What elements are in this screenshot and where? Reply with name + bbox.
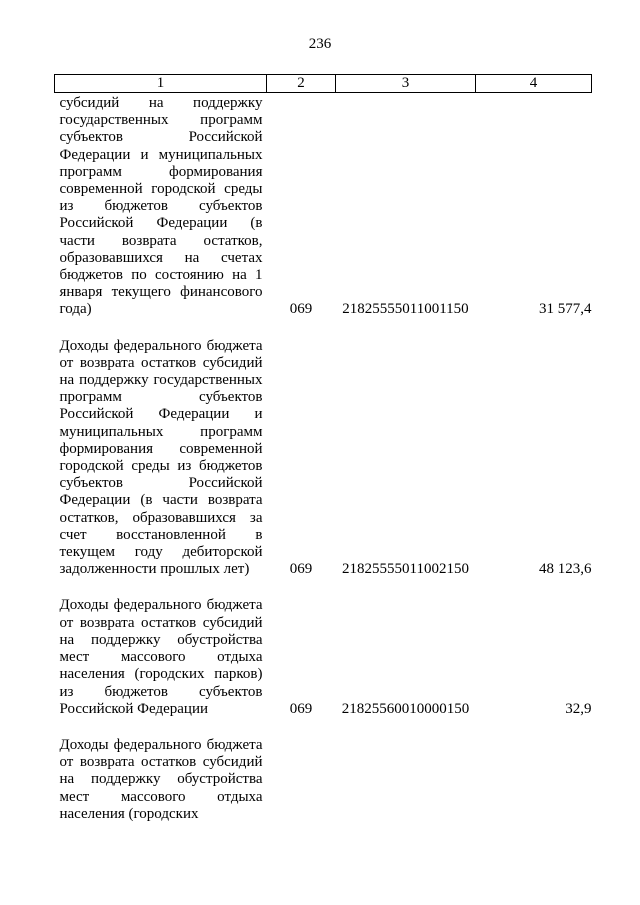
- administrator-code: [267, 718, 336, 823]
- table-header-row: [55, 75, 592, 93]
- administrator-code: 069: [289, 301, 313, 318]
- revenue-description: Доходы федерального бюджета от возврата остатков субсидий на поддержку государственных программ субъектов Российской Федерации и муниципальных программ формирования современной городской среды из бюджетов субъектов Российской Федерации (в части возврата остатков, образовавшихся за счет восстановленной в текущем году дебиторской задолженности прошлых лет): [59, 337, 263, 578]
- page-number: 236: [308, 36, 332, 52]
- administrator-code: 069: [289, 561, 313, 578]
- table-row: [55, 718, 592, 823]
- amount: 32,9: [565, 700, 592, 717]
- revenue-description: Доходы федерального бюджета от возврата остатков субсидий на поддержку обустройства мест массового отдыха населения (городских: [59, 736, 263, 822]
- budget-classification-code: 21825555011001150: [342, 301, 469, 318]
- budget-classification-code: 21825560010000150: [341, 700, 470, 717]
- amount: 48 123,6: [539, 561, 592, 578]
- budget-classification-code: [336, 718, 476, 823]
- amount: [476, 718, 592, 823]
- budget-revenue-table: [54, 74, 592, 823]
- table-row: [55, 319, 592, 579]
- administrator-code: 069: [289, 700, 313, 717]
- revenue-description: субсидий на поддержку государственных программ субъектов Российской Федерации и муниципальных программ формирования современной городской среды из бюджетов субъектов Российской Федерации (в части возврата остатков, образовавшихся на счетах бюджетов по состоянию на 1 января текущего финансового года): [59, 95, 263, 318]
- table-row: [55, 93, 592, 319]
- column-header-3: 3: [336, 75, 476, 93]
- column-header-2: 2: [267, 75, 336, 93]
- budget-classification-code: 21825555011002150: [342, 561, 469, 578]
- table-row: [55, 578, 592, 717]
- column-header-4: 4: [476, 75, 592, 93]
- revenue-description: Доходы федерального бюджета от возврата остатков субсидий на поддержку обустройства мест массового отдыха населения (городских парков) из бюджетов субъектов Российской Федерации: [59, 597, 263, 717]
- amount: 31 577,4: [539, 301, 592, 318]
- column-header-1: 1: [55, 75, 267, 93]
